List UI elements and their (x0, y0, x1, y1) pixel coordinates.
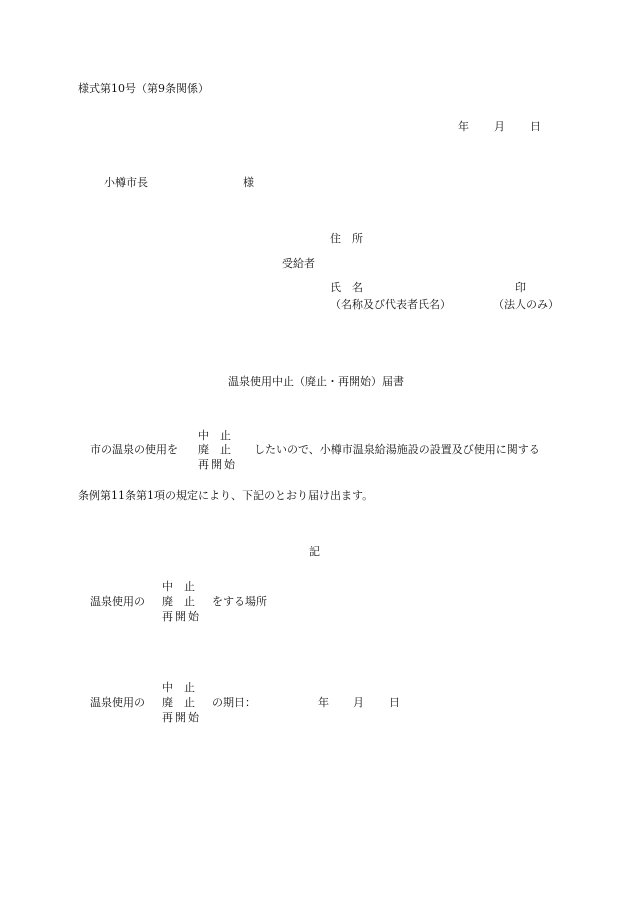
item1-prefix: 温泉使用の (90, 595, 145, 608)
ki-label: 記 (309, 545, 320, 558)
address-label: 住 所 (330, 232, 363, 245)
body-option-abolish: 廃 止 (198, 443, 231, 456)
name-note: （名称及び代表者氏名） (330, 298, 451, 311)
seal-label: 印 (515, 281, 526, 294)
date-month-label: 月 (494, 120, 505, 133)
item2-prefix: 温泉使用の (90, 696, 145, 709)
body-suffix: したいので、小樽市温泉給湯施設の設置及び使用に関する (254, 443, 540, 456)
item1-option-suspend: 中 止 (162, 580, 195, 593)
item2-option-suspend: 中 止 (162, 681, 195, 694)
body-prefix: 市の温泉の使用を (90, 443, 178, 456)
body-line-2: 条例第11条第1項の規定により、下記のとおり届け出ます。 (78, 489, 374, 502)
seal-note: （法人のみ） (493, 298, 559, 311)
item2-suffix: の期日： (212, 696, 256, 709)
name-label: 氏 名 (330, 281, 363, 294)
recipient-label: 受給者 (282, 257, 315, 270)
item2-option-abolish: 廃 止 (162, 696, 195, 709)
form-number: 様式第10号（第9条関係） (78, 82, 209, 95)
body-option-resume: 再開始 (198, 458, 237, 471)
item2-day-label: 日 (389, 696, 400, 709)
addressee-name: 小樽市長 (104, 176, 148, 189)
addressee-honorific: 様 (243, 176, 254, 189)
document-title: 温泉使用中止（廃止・再開始）届書 (228, 375, 404, 388)
date-year-label: 年 (458, 120, 469, 133)
item1-option-resume: 再開始 (162, 610, 201, 623)
item1-option-abolish: 廃 止 (162, 595, 195, 608)
item2-year-label: 年 (318, 696, 329, 709)
date-day-label: 日 (530, 120, 541, 133)
item2-option-resume: 再開始 (162, 711, 201, 724)
body-option-suspend: 中 止 (198, 429, 231, 442)
item1-suffix: をする場所 (212, 595, 267, 608)
item2-month-label: 月 (353, 696, 364, 709)
